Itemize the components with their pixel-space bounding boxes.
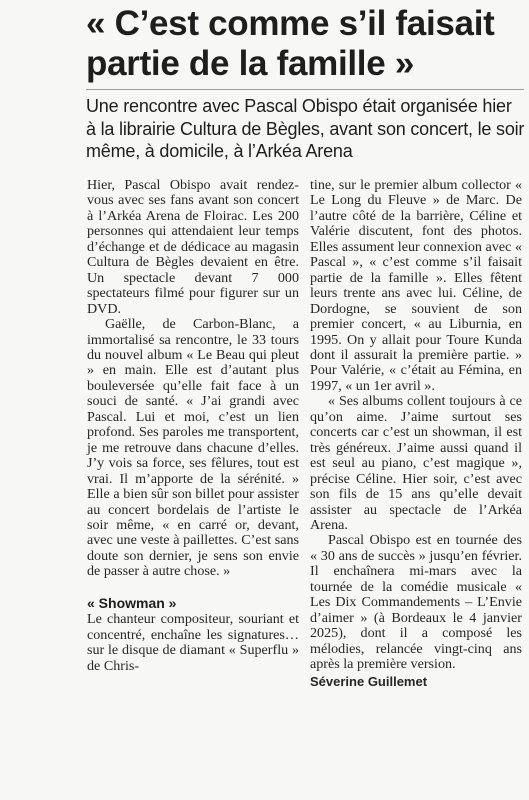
body-paragraph: Gaëlle, de Carbon-Blanc, a immortalisé sa rencontre, le 33 tours du nouvel album « Le Beau qui pleut » en main. Elle est d’autant plus bouleversée qu’elle fait face à un souci de santé. « J’ai grandi avec Pascal. Lui et moi, c’est un lien profond. Ses paroles me transportent, je me retrouve dans chacune d’elles. J’y vois sa force, ses fêlures, tout est vrai. Il m’apporte de la sérénité. » Elle a bien sûr son billet pour assister au concert bordelais de l’artiste le soir même, « en carré or, devant, avec une veste à paillettes. C’est sans doute son dernier, je sens son envie de passer à autre chose. »	[87, 316, 299, 580]
article-subhead: « Showman »	[87, 594, 177, 611]
article-headline: « C’est comme s’il faisait partie de la famille »	[86, 4, 495, 83]
article-lead: Une rencontre avec Pascal Obispo était organisée hier à la librairie Cultura de Bègles, avant son concert, le soir même, à domicile, à l’Arkéa Arena	[86, 96, 525, 161]
author-signature: Séverine Guillemet	[310, 673, 428, 689]
body-paragraph: Le chanteur compositeur, souriant et concentré, enchaîne les signatures… sur le disque de diamant « Superflu » de Chris-	[87, 611, 299, 674]
body-paragraph: « Ses albums collent toujours à ce qu’on aime. J’aime surtout ses concerts car c’est un showman, il est très généreux. J’aime aussi quand il est seul au piano, c’est magique », précise Céline. Hier soir, c’est avec son fils de 15 ans qu’elle devait assister au spectacle de l’Arkéa Arena.	[310, 393, 522, 533]
body-column-right	[310, 178, 522, 689]
headline-divider	[86, 89, 524, 90]
body-paragraph: tine, sur le premier album collector « Le Long du Fleuve » de Marc. De l’autre côté de la barrière, Céline et Valérie discutent, font des photos. Elles assument leur connexion avec « Pascal », « c’est comme s’il faisait partie de la famille ». Elles fêtent leurs trente ans avec lui. Céline, de Dordogne, se souvient de son premier concert, « au Liburnia, en 1995. On y allait pour Toure Kunda dont il assurait la première partie. » Pour Valérie, « c’était au Fémina, en 1997, « un 1er avril ».	[310, 177, 522, 394]
body-paragraph: Hier, Pascal Obispo avait rendez-vous avec ses fans avant son concert à l’Arkéa Arena de Floirac. Les 200 personnes qui attendaient leur temps d’échange et de dédicace au magasin Cultura de Bègles devaient en être. Un spectacle devant 7 000 spectateurs filmé pour figurer sur un DVD.	[87, 177, 299, 317]
body-column-left	[87, 178, 299, 674]
body-paragraph: Pascal Obispo est en tournée des « 30 ans de succès » jusqu’en février. Il enchaînera mi-mars avec la tournée de la comédie musicale « Les Dix Commandements – L’Envie d’aimer » (à Bordeaux le 4 janvier 2025), dont il a composé les mélodies, relancée vingt-cinq ans après la première version.	[310, 532, 522, 673]
